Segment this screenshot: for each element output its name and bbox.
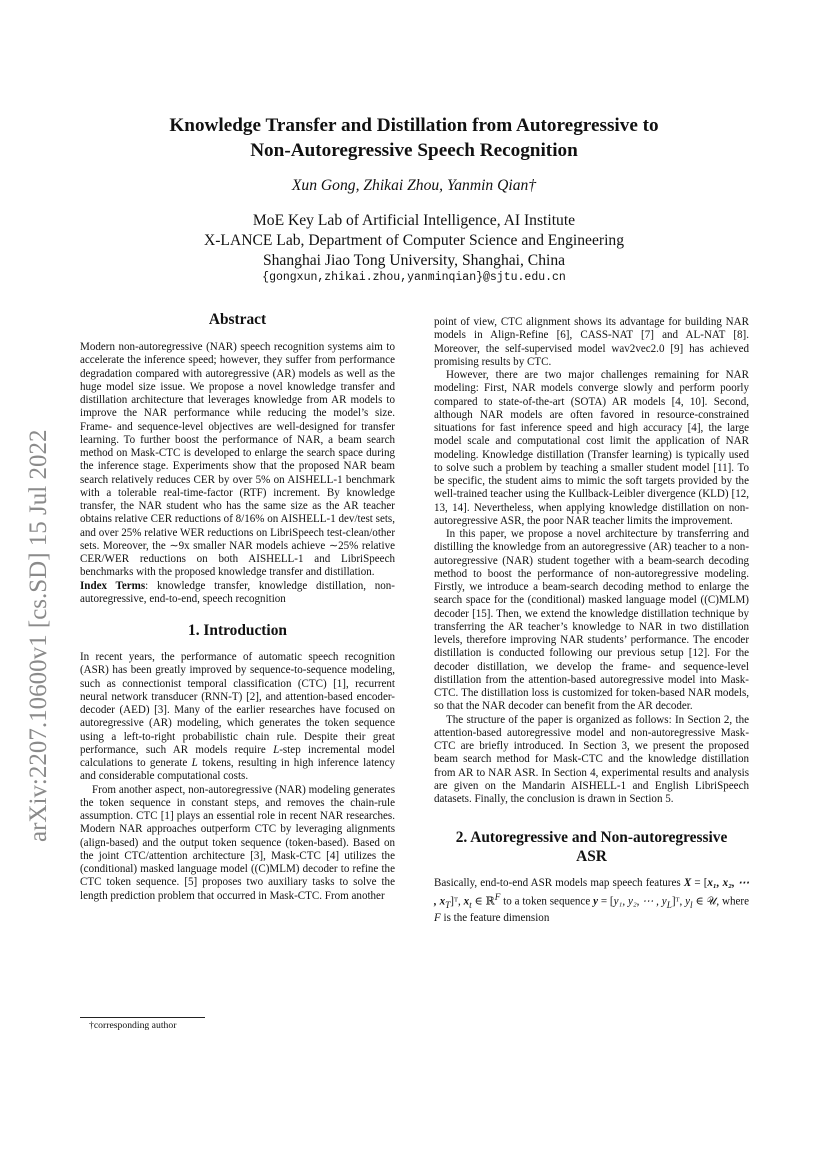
abstract-heading: Abstract	[208, 311, 267, 328]
math-text: ]ᵀ,	[671, 895, 686, 908]
intro-paragraph: However, there are two major challenges remaining for NAR modeling: First, NAR models converge slowly and perform poorly compared to state-of-the-art (SOTA) AR models [4, 10]. Second, although NAR models are often favored in resource-constrained situations for fast inference speed and high accuracy [4], the large model scale and computational cost limit the application of NAR modeling. Knowledge distillation (Transfer learning) is typically used to solve such a problem by teaching a smaller student model [11]. To be specific, the student aims to mimic the soft targets provided by the well-trained teacher using the Kullback-Leibler divergence (KLD) [12, 13, 14]. Nevertheless, when applying knowledge distillation on non-autoregressive ASR, the poor NAR teacher limits the improvement.	[434, 369, 749, 527]
math-var: y	[685, 895, 691, 908]
paper-title-line-1: Knowledge Transfer and Distillation from Autoregressive to	[169, 115, 659, 136]
math-var: L	[191, 757, 198, 769]
section-2-paragraph	[434, 877, 749, 925]
section-2-heading	[434, 828, 749, 866]
math-var: t	[469, 899, 472, 910]
section-2-heading-line: ASR	[576, 848, 607, 866]
section-1-heading: 1. Introduction	[188, 622, 287, 639]
paper-title-line-2: Non-Autoregressive Speech Recognition	[250, 139, 578, 161]
left-column	[80, 310, 395, 903]
abstract-body: Modern non-autoregressive (NAR) speech recognition systems aim to accelerate the inference speed; however, they suffer from performance degradation compared with autoregressive (AR) models as well as the huge model size issue. We propose a novel knowledge transfer and distillation architecture that leverages knowledge from AR models to improve the NAR performance while reducing the model’s size. Frame- and sequence-level objectives are well-designed for transfer learning. To further boost the performance of NAR, a beam search method on Mask-CTC is developed to enlarge the search space during the inference stage. Experiments show that the proposed NAR beam search relatively reduces CER by over 5% on AISHELL-1 benchmark with a tolerable real-time-factor (RTF) increment. By knowledge transfer, the NAR student who has the same size as the AR teacher obtains relative CER reductions of 8/16% on AISHELL-1 dev/test sets, and over 25% relative WER reductions on LibriSpeech test-clean/other sets. Moreover, the ∼9x smaller NAR models achieve ∼25% relative CER/WER reductions on both AISHELL-1 and LibriSpeech benchmarks with the proposed knowledge transfer and distillation.	[80, 341, 395, 579]
body-text: to a token sequence	[500, 895, 594, 908]
math-var: y₁, y₂, ⋯ , y	[613, 895, 667, 908]
math-var: X	[683, 877, 692, 890]
affiliation-line: Shanghai Jiao Tong University, Shanghai, China	[262, 251, 566, 269]
arxiv-identifier-text: arXiv:2207.10600v1 [cs.SD] 15 Jul 2022	[25, 429, 52, 842]
math-var: L	[273, 743, 280, 756]
footnote: †corresponding author	[89, 1020, 177, 1031]
index-terms-text: : knowledge transfer, knowledge distillation, non-autoregressive, end-to-end, speech recognition	[80, 579, 395, 605]
intro-paragraph: From another aspect, non-autoregressive (NAR) modeling generates the token sequence in constant steps, and removes the chain-rule assumption. CTC [1] plays an essential role in recent NAR researches. Modern NAR approaches outperform CTC by leveraging alignments (align-based) and the output token sequence (token-based). Based on the joint CTC/attention architecture [3], Mask-CTC [4] utilizes the (conditional) masked language model ((C)MLM) decoder to refine the CTC token sequence. [5] proposes two auxiliary tasks to solve the length prediction problem that occurred in Mask-CTC. From another	[80, 783, 395, 902]
math-var: L	[666, 899, 672, 910]
author-emails: {gongxun,zhikai.zhou,yanminqian}@sjtu.edu.cn	[262, 271, 566, 284]
math-text: ∈ 𝒰, where	[692, 895, 749, 908]
math-var: l	[690, 899, 693, 910]
intro-paragraph: point of view, CTC alignment shows its advantage for building NAR models in Align-Refine [6], CASS-NAT [7] and AL-NAT [8]. Moreover, the self-supervised model wav2vec2.0 [9] has achieved promising results by CTC.	[434, 316, 749, 368]
footnote-rule	[80, 1017, 205, 1018]
intro-paragraph: The structure of the paper is organized as follows: In Section 2, the attention-based autoregressive model and non-autoregressive Mask-CTC are briefly introduced. In Section 3, we present the proposed beam search method for Mask-CTC and the knowledge distillation from AR to NAR ASR. In Section 4, experimental results and analysis are given on the Mandarin AISHELL-1 and English LibriSpeech datasets. Finally, the conclusion is drawn in Section 5.	[434, 713, 749, 805]
body-text: Basically, end-to-end ASR models map speech features	[434, 877, 684, 890]
math-var: T	[445, 899, 451, 910]
body-text: is the feature dimension	[440, 911, 550, 924]
intro-text: tokens, resulting in high inference latency and considerable computational costs.	[80, 757, 396, 783]
intro-text: -step incremental model calculations to generate	[80, 743, 396, 769]
intro-paragraph	[80, 651, 395, 784]
math-var: x₁, x₂, ⋯ , x	[434, 877, 749, 908]
index-terms	[80, 580, 395, 607]
arxiv-identifier	[12, 376, 60, 846]
math-var: y	[593, 895, 598, 908]
math-text: = [	[691, 877, 708, 890]
affiliation	[80, 211, 748, 270]
math-text: ]ᵀ,	[450, 895, 464, 908]
intro-text: In recent years, the performance of automatic speech recognition (ASR) has been greatly improved by sequence-to-sequence modeling, such as connectionist temporal classification (CTC) [1], recurrent neural network transducer (RNN-T) [2], and attention-based encoder-decoder (AED) [3]. Many of the earlier researches have focused on autoregressive (AR) modeling, which generates the token sequence using a left-to-right probabilistic chain rule. Despite their great performance, such AR models require	[80, 651, 395, 756]
section-2-heading-line: 2. Autoregressive and Non-autoregressive	[455, 829, 728, 847]
index-terms-label: Index Terms	[80, 579, 146, 592]
math-text: = [	[597, 895, 614, 908]
math-var: x	[463, 895, 470, 908]
paper-title	[80, 114, 748, 163]
affiliation-line: X-LANCE Lab, Department of Computer Science and Engineering	[203, 231, 625, 249]
intro-paragraph: In this paper, we propose a novel architecture by transferring and distilling the knowledge from an autoregressive (AR) teacher to a non-autoregressive (NAR) student together with a beam-search decoding method to boost the performance of non-autoregressive modeling. Firstly, we introduce a beam-search decoding method to enlarge the search space for the (conditional) masked language model ((C)MLM) decoder [15]. Then, we extend the knowledge distillation technique by transferring the AR teacher’s knowledge to NAR in two distillation levels, therefore improving NAR students’ performance. The encoder distillation is conducted following our previous setup [12]. For the decoder distillation, we develop the frame- and sequence-level distillation from the attention-based autoregressive model into Mask-CTC. The distillation loss is customized for token-based NAR models, so that the NAR decoder can benefit from the AR decoder.	[434, 528, 749, 713]
math-var: F	[494, 891, 501, 902]
right-column	[434, 316, 749, 925]
math-text: ∈ ℝ	[471, 895, 495, 908]
affiliation-line: MoE Key Lab of Artificial Intelligence, AI Institute	[252, 212, 576, 229]
math-var: F	[434, 911, 441, 924]
author-list: Xun Gong, Zhikai Zhou, Yanmin Qian†	[291, 177, 537, 194]
